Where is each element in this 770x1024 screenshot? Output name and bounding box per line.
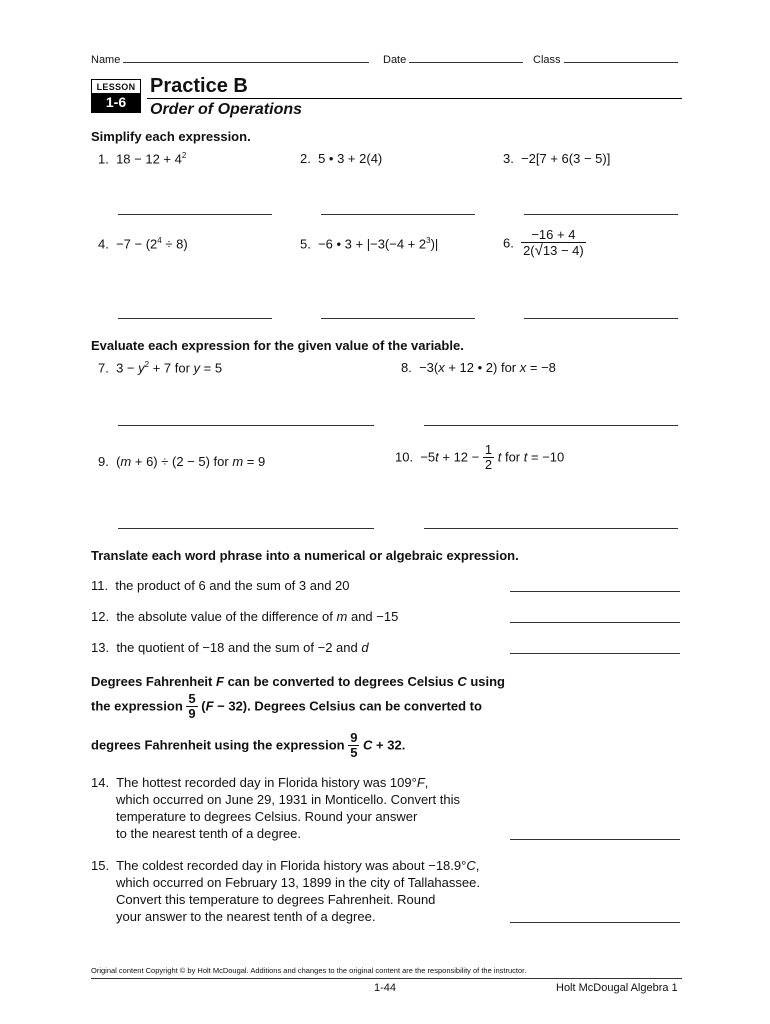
class-label: Class [533,54,561,66]
answer-line-5[interactable] [321,318,475,319]
problem-6: 6. $\frac{-16 + 4}{2(√13 - 4)}$ [503,227,584,259]
answer-line-8[interactable] [424,425,678,426]
problem-8: 8. −3(x + 12 • 2) for x = −8 [401,360,556,375]
problem-15: 15. The coldest recorded day in Florida history was about −18.9°C, which occurred on February 13, 1899 in the city of Tallahassee. Convert this temperature to degrees Fahrenheit. Round your answer to the nearest tenth of a degree. [91,858,480,924]
book-title: Holt McDougal Algebra 1 [556,982,678,994]
lesson-label: LESSON [96,82,136,92]
problem-1: 1. $18 - 12 + 4^2$ [98,151,187,167]
problem-6-denominator: 2(√13 − 4) [523,241,584,259]
problem-7: 7. $3 - y^2 + 7$ for y = 5 [98,360,223,376]
problem-6-numerator: −16 + 4 [521,228,586,243]
section-heading-translate: Translate each word phrase into a numerical or algebraic expression. [91,548,519,563]
lesson-number: 1-6 [92,93,140,112]
answer-line-7[interactable] [118,425,374,426]
answer-line-9[interactable] [118,528,374,529]
answer-line-13[interactable] [510,653,680,654]
conversion-intro-line-1: Degrees Fahrenheit F can be converted to degrees Celsius C using [91,674,505,689]
name-field[interactable] [91,51,369,66]
class-field[interactable] [533,51,678,66]
title-rule [147,98,682,99]
copyright-notice: Original content Copyright © by Holt McDougal. Additions and changes to the original content are the responsibility of the instructor. [91,966,527,975]
answer-line-3[interactable] [524,214,678,215]
name-label: Name [91,54,121,66]
answer-line-6[interactable] [524,318,678,319]
page-title: Practice B [150,75,248,97]
answer-line-10[interactable] [424,528,678,529]
sqrt-icon: √ [534,241,543,259]
footer-rule [91,978,682,979]
answer-line-1[interactable] [118,214,272,215]
problem-12: 12. the absolute value of the difference of m and −15 [91,609,399,624]
section-heading-simplify: Simplify each expression. [91,129,251,144]
problem-4: 4. $-7 - (2^4 \div 8)$ [98,236,188,252]
answer-line-14[interactable] [510,839,680,840]
problem-13: 13. the quotient of −18 and the sum of −2 and d [91,640,369,655]
conversion-intro-line-2: the expression $\frac{5}{9}$ (F − 32). Degrees Celsius can be converted to [91,691,482,721]
answer-line-12[interactable] [510,622,680,623]
date-label: Date [383,54,407,66]
date-field[interactable] [383,51,523,66]
problem-11: 11. the product of 6 and the sum of 3 and 20 [91,578,350,593]
section-heading-evaluate: Evaluate each expression for the given value of the variable. [91,338,464,353]
problem-14: 14. The hottest recorded day in Florida history was 109°F, which occurred on June 29, 1931 in Monticello. Convert this temperature to degrees Celsius. Round your answer to the nearest tenth of a degree. [91,775,460,841]
problem-3: 3. −2[7 + 6(3 − 5)] [503,151,611,166]
page-number: 1-44 [374,982,397,994]
answer-line-2[interactable] [321,214,475,215]
problem-9: 9. (m + 6) ÷ (2 − 5) for m = 9 [98,454,266,469]
page-subtitle: Order of Operations [150,101,303,118]
problem-5: 5. −6 • $3 + |-3(-4 + 2^3)|$ [300,236,439,252]
lesson-badge [91,79,141,113]
problem-2: 2. 5 • 3 + 2(4) [300,151,383,166]
problem-10: 10. −5t + 12 − $\frac{1}{2}$ t for t = −10 [395,442,565,472]
answer-line-4[interactable] [118,318,272,319]
answer-line-11[interactable] [510,591,680,592]
answer-line-15[interactable] [510,922,680,923]
conversion-intro-line-3: degrees Fahrenheit using the expression $\frac{9}{5}$ C + 32. [91,730,406,760]
